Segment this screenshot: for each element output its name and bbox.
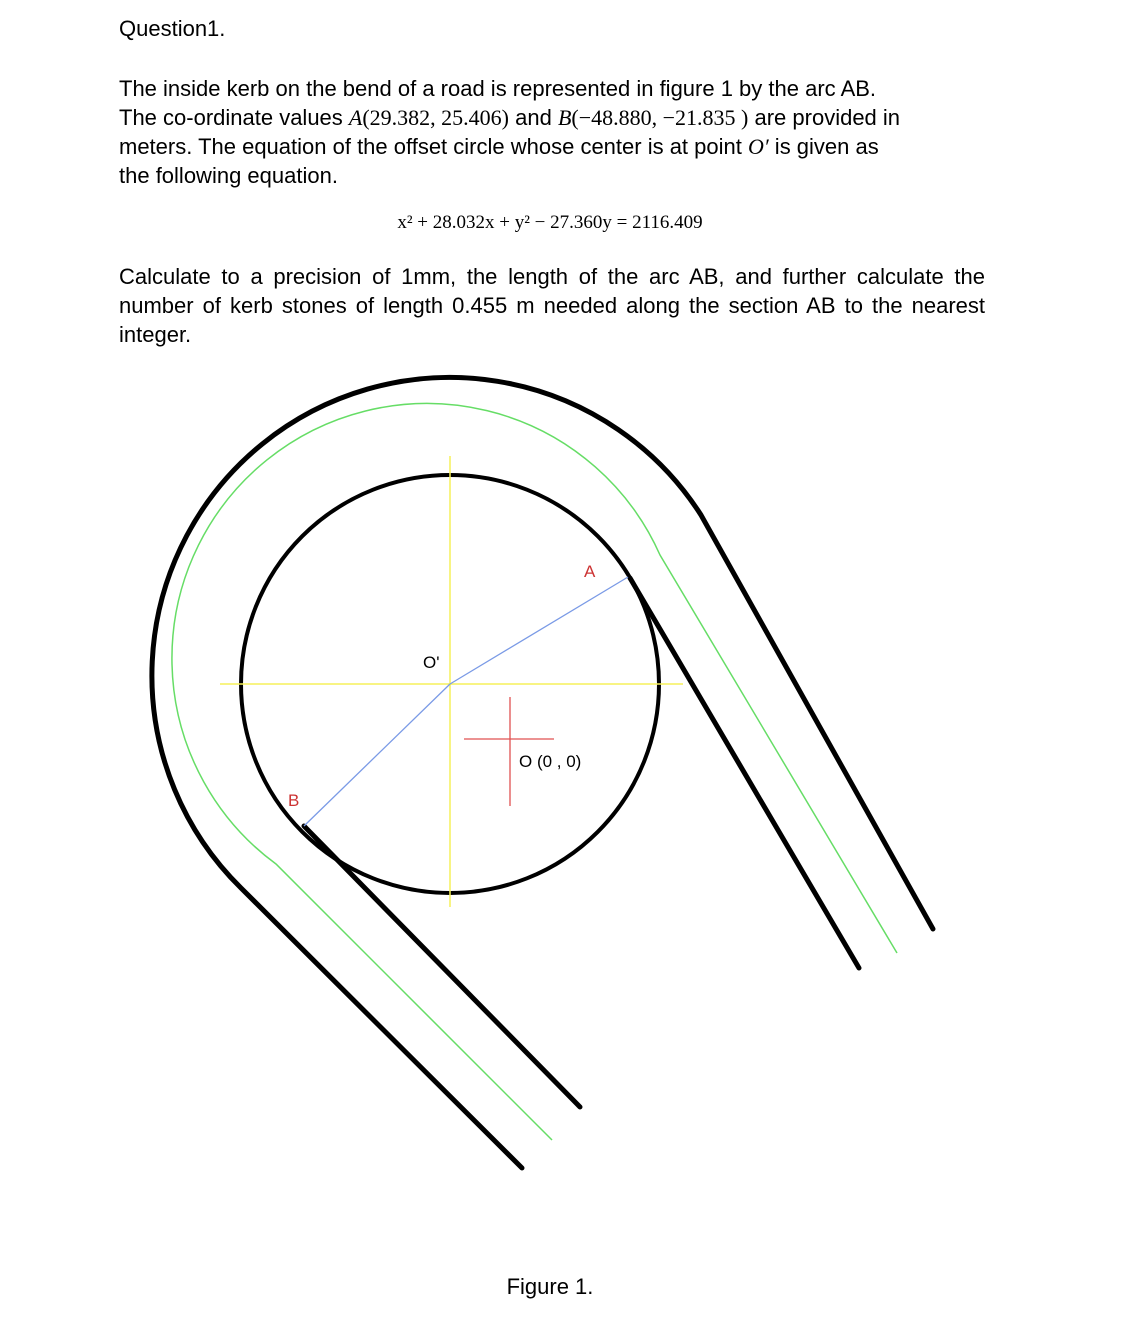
statement-line-1: The inside kerb on the bend of a road is represented in figure 1 by the arc AB.	[119, 76, 877, 101]
point-o-prime-symbol: O′	[747, 134, 769, 159]
statement-line-4: the following equation.	[119, 163, 338, 188]
task-statement: Calculate to a precision of 1mm, the length of the arc AB, and further calculate the number of kerb stones of length 0.455 m needed along the section AB to the nearest integer.	[119, 264, 985, 347]
point-b-coords: (−48.880, −21.835 )	[571, 105, 749, 130]
point-b-symbol: B	[557, 105, 572, 130]
inside-kerb-tangent-upper	[630, 578, 859, 968]
radius-to-b	[304, 684, 450, 826]
label-offset-center: O'	[423, 653, 440, 672]
label-origin: O (0 , 0)	[519, 752, 582, 771]
figure-caption: Figure 1.	[506, 1274, 594, 1299]
label-point-a: A	[584, 562, 596, 581]
statement-line-2: The co-ordinate values A(29.382, 25.406) and B(−48.880, −21.835 ) are provided in	[119, 105, 901, 130]
road-centerline	[172, 403, 897, 1140]
question-heading: Question1.	[119, 16, 226, 41]
circle-equation: x² + 28.032x + y² − 27.360y = 2116.409	[397, 212, 703, 233]
radius-to-a	[450, 577, 628, 684]
statement-line-3: meters. The equation of the offset circle whose center is at point O′ is given as	[119, 134, 879, 159]
label-point-b: B	[288, 791, 300, 810]
point-a-symbol: A	[348, 105, 363, 130]
point-a-coords: (29.382, 25.406)	[362, 105, 510, 130]
inside-kerb-tangent-lower	[304, 826, 580, 1107]
